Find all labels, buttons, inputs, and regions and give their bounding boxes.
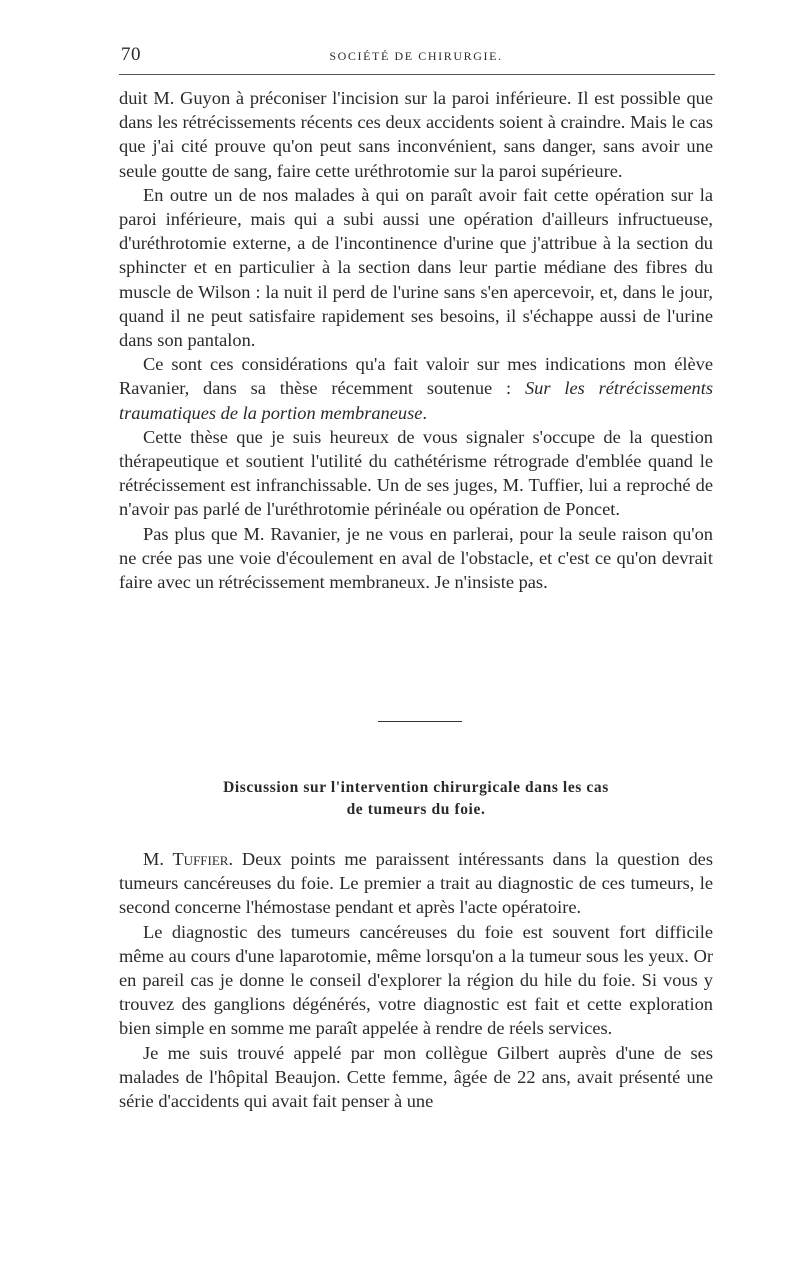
- speaker-name: M. Tuffier.: [143, 849, 234, 869]
- paragraph: Je me suis trouvé appelé par mon collègue Gilbert auprès d'une de ses malades de l'hôpital Beaujon. Cette femme, âgée de 22 ans, avait présenté une série d'accidents qui avait fait penser à une: [119, 1042, 713, 1112]
- section-body: [119, 847, 713, 1113]
- section-title: [119, 777, 713, 821]
- running-head: SOCIÉTÉ DE CHIRURGIE.: [329, 49, 503, 63]
- paragraph: duit M. Guyon à préconiser l'incision sur la paroi inférieure. Il est possible que dans les rétrécissements récents ces deux accidents soient à craindre. Mais le cas que j'ai cité prouve qu'on peut sans inconvénient, sans danger, sans avoir une seule goutte de sang, faire cette uréthrotomie sur la paroi supérieure.: [119, 88, 713, 181]
- paragraph: En outre un de nos malades à qui on paraît avoir fait cette opération sur la paroi inférieure, mais qui a subi aussi une opération d'ailleurs infructueuse, d'uréthrotomie externe, a de l'incontinence d'urine que j'attribue à la section du sphincter et en particulier à la section dans leur partie médiane des fibres du muscle de Wilson : la nuit il perd de l'urine sans s'en apercevoir, et, dans le jour, quand il ne peut satisfaire rapidement ses besoins, il s'échappe aussi de l'urine dans son pantalon.: [119, 184, 713, 351]
- thesis-title: Sur les rétrécissements traumatiques de la portion membraneuse: [119, 378, 713, 423]
- paragraph: Cette thèse que je suis heureux de vous signaler s'occupe de la question thérapeutique et soutient l'utilité du cathétérisme rétrograde d'emblée quand le rétrécissement est infranchissable. Un de ses juges, M. Tuffier, lui a reproché de n'avoir pas parlé de l'uréthrotomie périnéale ou opération de Poncet.: [119, 426, 713, 520]
- body-text: [119, 86, 713, 594]
- paragraph-text: Ce sont ces considérations qu'a fait valoir sur mes indications mon élève Ravanier, dans sa thèse récemment soutenue :: [119, 354, 713, 399]
- section-divider: [378, 721, 462, 722]
- paragraph-text: Deux points me paraissent intéressants dans la question des tumeurs cancéreuses du foie. Le premier a trait au diagnostic de ces tumeurs, le second concerne l'hémostase pendant et après l'acte opératoire.: [119, 849, 713, 918]
- paragraph-text: .: [422, 402, 428, 423]
- page-number: 70: [121, 44, 141, 65]
- paragraph: Le diagnostic des tumeurs cancéreuses du foie est souvent fort difficile même au cours d'une laparotomie, même lorsqu'on a la tumeur sous les yeux. Or en pareil cas je donne le conseil d'explorer la région du hile du foie. Si vous y trouvez des ganglions dégénérés, votre diagnostic est fait et cette exploration bien simple en somme me paraît appelée à rendre de réels services.: [119, 921, 713, 1039]
- header-rule: [119, 74, 715, 75]
- section-title-line: Discussion sur l'intervention chirurgicale dans les cas: [223, 779, 609, 796]
- paragraph: [119, 847, 713, 920]
- section-title-line: de tumeurs du foie.: [346, 801, 486, 818]
- paragraph: [119, 352, 713, 425]
- paragraph: Pas plus que M. Ravanier, je ne vous en parlerai, pour la seule raison qu'on ne crée pas une voie d'écoulement en aval de l'obstacle, et c'est ce qu'on devrait faire avec un rétrécissement membraneux. Je n'insiste pas.: [119, 523, 713, 593]
- page-header: [119, 38, 713, 68]
